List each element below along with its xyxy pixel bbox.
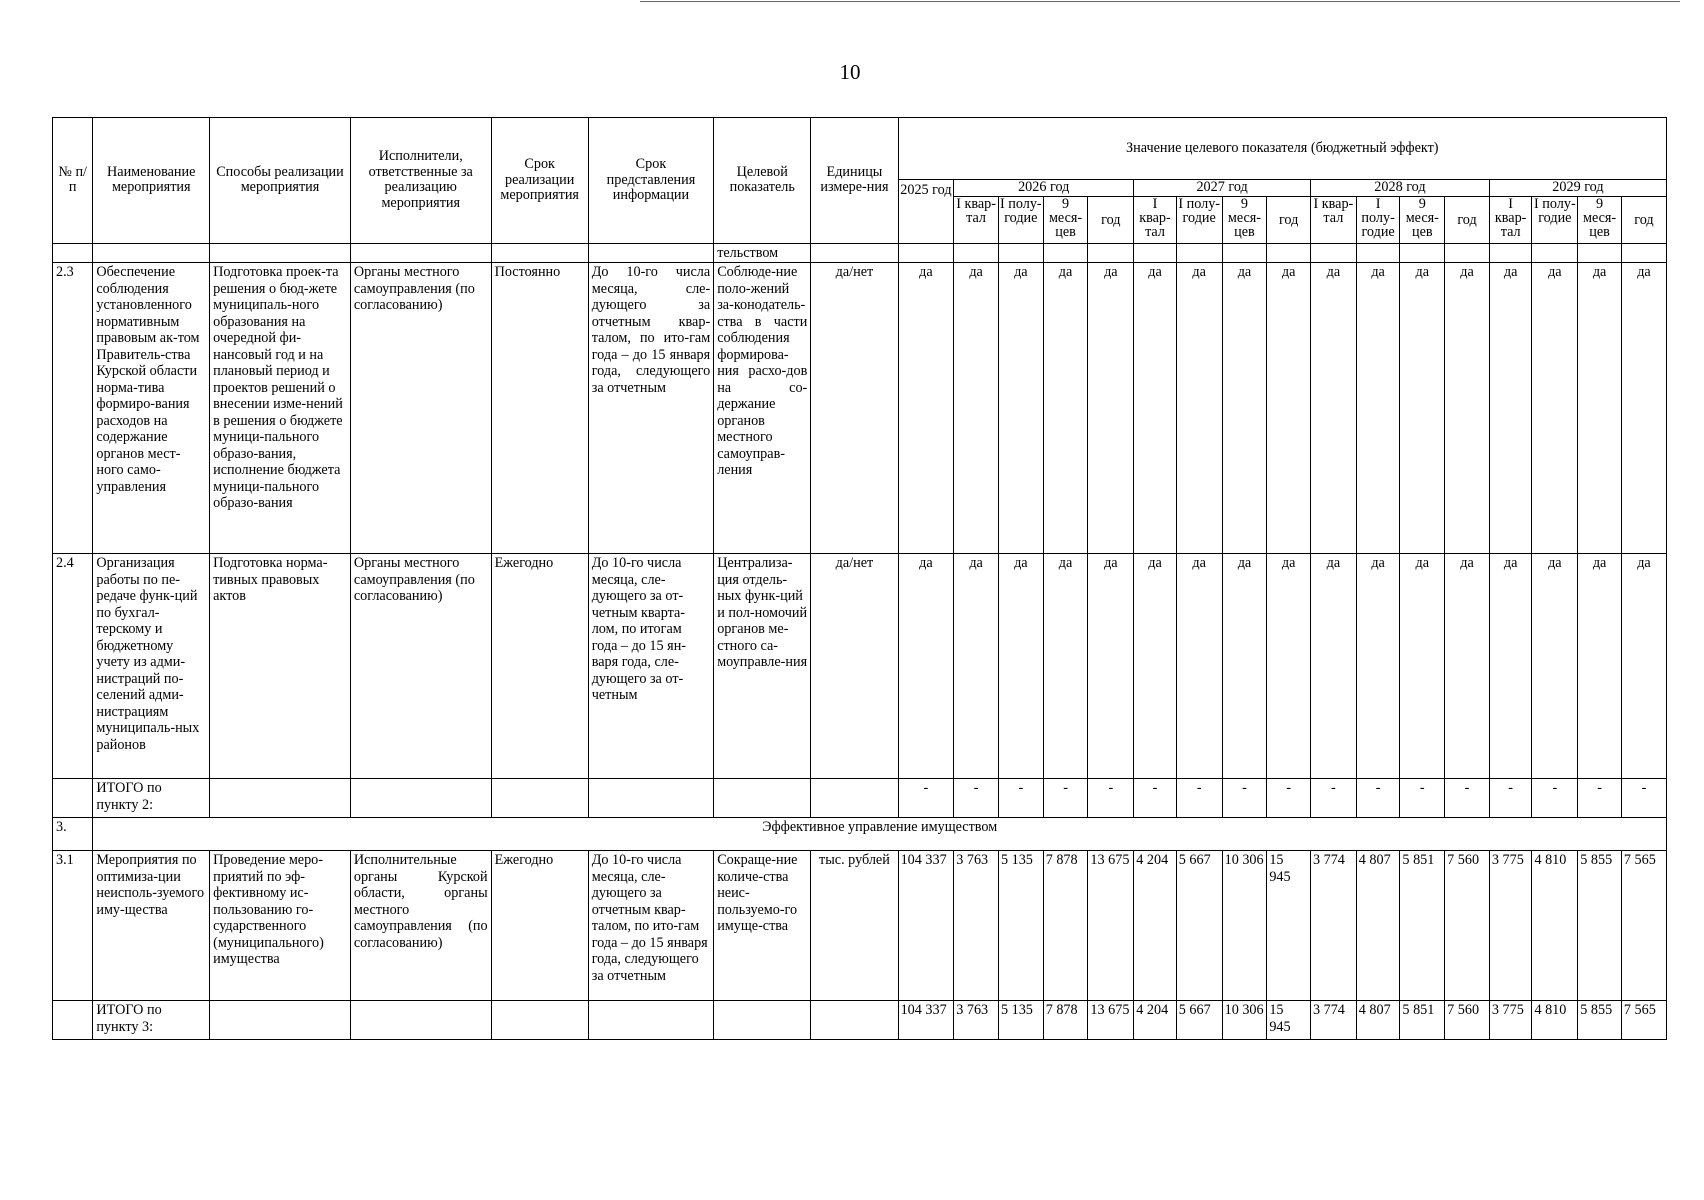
continuation-indicator: тельством [714, 243, 811, 263]
value-cell: 7 565 [1621, 1001, 1666, 1040]
row-report: До 10-го числа месяца, сле-дующего за отчетным квар-талом, по ито-гам года – до 15 января года, следующего за отчетным [588, 851, 713, 1001]
header-sub: I полу-годие [1356, 196, 1400, 243]
value-cell: 7 560 [1445, 851, 1490, 1001]
row-executors: Органы местного самоуправления (по согласованию) [350, 263, 491, 554]
row-executors: Органы местного самоуправления (по согласованию) [350, 554, 491, 779]
header-sub: 9 меся-цев [1400, 196, 1445, 243]
header-units: Единицы измере-ния [811, 118, 898, 244]
header-year-2028: 2028 год [1310, 180, 1489, 197]
value-cell: 3 763 [954, 851, 999, 1001]
value-cell: 4 807 [1356, 851, 1400, 1001]
value-cell: да [1532, 554, 1578, 779]
value-cell: да [1445, 554, 1490, 779]
header-methods: Способы реализации мероприятия [210, 118, 351, 244]
value-cell: 15 945 [1267, 1001, 1311, 1040]
value-cell: 3 775 [1489, 1001, 1532, 1040]
value-cell: да [1043, 263, 1088, 554]
row-methods: Подготовка норма-тивных правовых актов [210, 554, 351, 779]
value-cell: - [1621, 779, 1666, 818]
header-sub: I квар-тал [1310, 196, 1356, 243]
header-sub: год [1267, 196, 1311, 243]
header-sub: 9 меся-цев [1222, 196, 1267, 243]
value-cell: 13 675 [1088, 1001, 1134, 1040]
value-cell: 7 878 [1043, 851, 1088, 1001]
header-sub: год [1088, 196, 1134, 243]
value-cell: 104 337 [898, 1001, 954, 1040]
value-cell: 4 810 [1532, 1001, 1578, 1040]
header-term: Срок реализации мероприятия [491, 118, 588, 244]
row-methods: Проведение меро-приятий по эф-фективному ис-пользованию го-сударственного (муниципального) имущества [210, 851, 351, 1001]
value-cell: - [1222, 779, 1267, 818]
value-cell: - [898, 779, 954, 818]
value-cell: - [1134, 779, 1177, 818]
header-sub: I полу-годие [1532, 196, 1578, 243]
row-methods: Подготовка проек-та решения о бюд-жете муниципаль-ного образования на очередной фи-нансовый год и на плановый период и проектов решений о внесении изме-нений в решения о бюджете муници-пального образо-вания, исполнение бюджета муници-пального образо-вания [210, 263, 351, 554]
value-cell: 5 135 [998, 851, 1043, 1001]
total-row [53, 779, 1667, 818]
total-label: ИТОГО по пункту 2: [93, 779, 210, 818]
value-cell: 5 855 [1578, 1001, 1622, 1040]
value-cell: да [1578, 554, 1622, 779]
value-cell: да [998, 263, 1043, 554]
value-cell: 7 878 [1043, 1001, 1088, 1040]
value-cell: да [1621, 263, 1666, 554]
value-cell: - [1310, 779, 1356, 818]
row-executors: Исполнительные органы Курской области, органы местного самоуправления (по согласованию) [350, 851, 491, 1001]
measures-table [52, 117, 1667, 1040]
value-cell: 4 810 [1532, 851, 1578, 1001]
row-num: 3.1 [53, 851, 93, 1001]
value-cell: - [1176, 779, 1222, 818]
table-row [53, 554, 1667, 779]
row-name: Организация работы по пе-редаче функ-ций по бухгал-терскому и бюджетному учету из адми-нистраций по-селений адми-нистрациям муниципаль-ных районов [93, 554, 210, 779]
header-year-2027: 2027 год [1134, 180, 1311, 197]
row-num: 2.3 [53, 263, 93, 554]
header-sub: 9 меся-цев [1578, 196, 1622, 243]
value-cell: - [1532, 779, 1578, 818]
total-label: ИТОГО по пункту 3: [93, 1001, 210, 1040]
header-name: Наименование мероприятия [93, 118, 210, 244]
value-cell: да [1489, 554, 1532, 779]
header-sub: I квар-тал [1489, 196, 1532, 243]
value-cell: да [898, 554, 954, 779]
value-cell: - [998, 779, 1043, 818]
value-cell: 3 763 [954, 1001, 999, 1040]
value-cell: 104 337 [898, 851, 954, 1001]
value-cell: да [1134, 554, 1177, 779]
value-cell: 5 135 [998, 1001, 1043, 1040]
value-cell: да [1267, 554, 1311, 779]
value-cell: - [1088, 779, 1134, 818]
value-cell: 3 775 [1489, 851, 1532, 1001]
value-cell: да [954, 263, 999, 554]
table-row [53, 851, 1667, 1001]
value-cell: 4 807 [1356, 1001, 1400, 1040]
row-name: Мероприятия по оптимиза-ции неисполь-зуемого иму-щества [93, 851, 210, 1001]
value-cell: 7 560 [1445, 1001, 1490, 1040]
header-sub: I квар-тал [1134, 196, 1177, 243]
value-cell: да [1578, 263, 1622, 554]
table-row [53, 263, 1667, 554]
section-row [53, 818, 1667, 851]
value-cell: да [1043, 554, 1088, 779]
value-cell: да [898, 263, 954, 554]
header-value-group: Значение целевого показателя (бюджетный эффект) [898, 118, 1666, 180]
value-cell: - [1267, 779, 1311, 818]
value-cell: 10 306 [1222, 851, 1267, 1001]
row-units: да/нет [811, 263, 898, 554]
row-term: Ежегодно [491, 851, 588, 1001]
value-cell: - [1356, 779, 1400, 818]
value-cell: 10 306 [1222, 1001, 1267, 1040]
value-cell: - [1043, 779, 1088, 818]
header-year-2025: 2025 год [898, 180, 954, 244]
value-cell: да [1356, 263, 1400, 554]
total-row [53, 1001, 1667, 1040]
value-cell: да [1489, 263, 1532, 554]
value-cell: - [1578, 779, 1622, 818]
row-units: тыс. рублей [811, 851, 898, 1001]
header-sub: 9 меся-цев [1043, 196, 1088, 243]
value-cell: 5 851 [1400, 851, 1445, 1001]
row-units: да/нет [811, 554, 898, 779]
value-cell: 4 204 [1134, 851, 1177, 1001]
header-sub: год [1445, 196, 1490, 243]
value-cell: да [1310, 554, 1356, 779]
value-cell: 5 855 [1578, 851, 1622, 1001]
value-cell: да [1400, 554, 1445, 779]
top-rule [640, 1, 1680, 2]
header-report: Срок представления информации [588, 118, 713, 244]
header-sub: I полу-годие [1176, 196, 1222, 243]
continuation-row [53, 243, 1667, 263]
value-cell: да [1222, 263, 1267, 554]
row-name: Обеспечение соблюдения установленного нормативным правовым ак-том Правитель-ства Курской области норма-тива формиро-вания расходов на содержание органов мест-ного само-управления [93, 263, 210, 554]
value-cell: да [1267, 263, 1311, 554]
value-cell: да [1088, 554, 1134, 779]
value-cell: да [1532, 263, 1578, 554]
header-sub: I полу-годие [998, 196, 1043, 243]
value-cell: 4 204 [1134, 1001, 1177, 1040]
value-cell: да [1621, 554, 1666, 779]
value-cell: да [998, 554, 1043, 779]
row-report: До 10-го числа месяца, сле-дующего за отчетным квар-талом, по ито-гам года – до 15 января года, следующего за отчетным [588, 263, 713, 554]
row-num: 2.4 [53, 554, 93, 779]
value-cell: - [1400, 779, 1445, 818]
value-cell: да [1356, 554, 1400, 779]
value-cell: 13 675 [1088, 851, 1134, 1001]
row-report: До 10-го числа месяца, сле-дующего за от-четным кварта-лом, по итогам года – до 15 ян-варя года, сле-дующего за от-четным [588, 554, 713, 779]
row-term: Постоянно [491, 263, 588, 554]
header-year-2029: 2029 год [1489, 180, 1666, 197]
value-cell: да [1176, 554, 1222, 779]
value-cell: да [1400, 263, 1445, 554]
value-cell: да [1445, 263, 1490, 554]
value-cell: 5 667 [1176, 851, 1222, 1001]
page-number: 10 [839, 60, 861, 84]
section-num: 3. [53, 818, 93, 851]
value-cell: да [954, 554, 999, 779]
header-sub: I квар-тал [954, 196, 999, 243]
value-cell: 3 774 [1310, 1001, 1356, 1040]
row-indicator: Сокраще-ние количе-ства неис-пользуемо-го имуще-ства [714, 851, 811, 1001]
row-indicator: Соблюде-ние поло-жений за-конодатель-ства в части соблюдения формирова-ния расхо-дов на со-держание органов местного самоуправ-ления [714, 263, 811, 554]
value-cell: 7 565 [1621, 851, 1666, 1001]
value-cell: - [954, 779, 999, 818]
header-executors: Исполнители, ответственные за реализацию мероприятия [350, 118, 491, 244]
value-cell: да [1222, 554, 1267, 779]
header-year-2026: 2026 год [954, 180, 1134, 197]
section-title: Эффективное управление имуществом [93, 818, 1667, 851]
value-cell: - [1489, 779, 1532, 818]
value-cell: 15 945 [1267, 851, 1311, 1001]
value-cell: да [1088, 263, 1134, 554]
row-indicator: Централиза-ция отдель-ных функ-ций и пол-номочий органов ме-стного са-моуправле-ния [714, 554, 811, 779]
value-cell: 5 667 [1176, 1001, 1222, 1040]
value-cell: 3 774 [1310, 851, 1356, 1001]
value-cell: да [1176, 263, 1222, 554]
header-num: № п/п [53, 118, 93, 244]
value-cell: да [1310, 263, 1356, 554]
value-cell: - [1445, 779, 1490, 818]
header-indicator: Целевой показатель [714, 118, 811, 244]
row-term: Ежегодно [491, 554, 588, 779]
value-cell: 5 851 [1400, 1001, 1445, 1040]
value-cell: да [1134, 263, 1177, 554]
header-sub: год [1621, 196, 1666, 243]
